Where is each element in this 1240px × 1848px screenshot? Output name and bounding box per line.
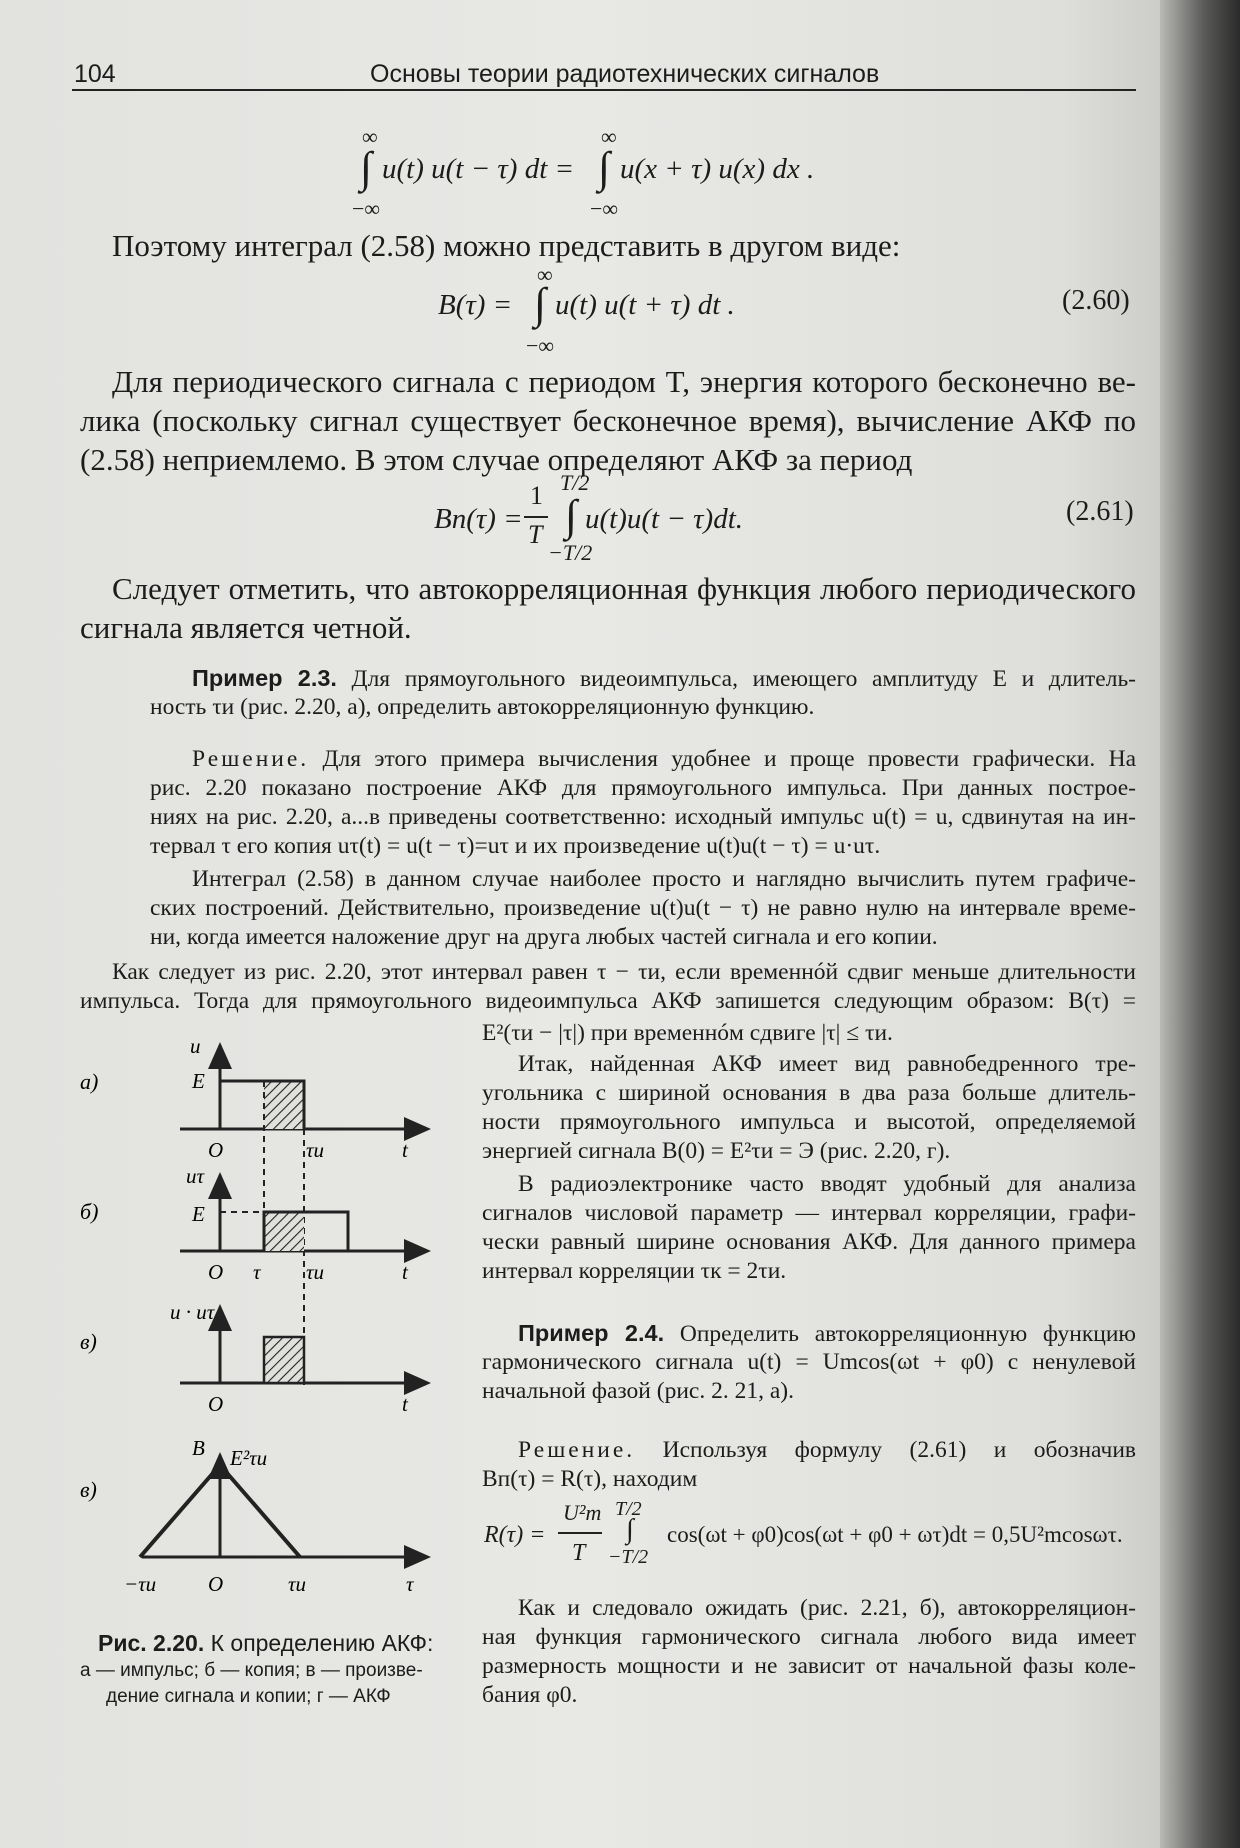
y-label: B [192,1436,205,1460]
running-title: Основы теории радиотехнических сигналов [370,60,880,88]
x-label: τи [306,1260,325,1284]
x-label: t [402,1138,408,1162]
panel-tag: в) [80,1329,97,1354]
panel-tag: б) [80,1199,99,1224]
paragraph-intro: Поэтому интеграл (2.58) можно представить в другом виде: [112,228,901,263]
x-label: O [208,1572,224,1596]
page-edge-shadow [1160,0,1240,1848]
x-label: τ [253,1260,261,1284]
x-label: τи [306,1138,325,1162]
x-label: τи [288,1572,307,1596]
panel-tag: а) [80,1069,99,1094]
x-label: O [208,1260,224,1284]
level-label: E [192,1069,205,1093]
level-label: E [192,1202,205,1226]
x-label: τ [406,1572,414,1596]
panel-tag: в) [80,1477,97,1502]
header-rule [72,89,1136,91]
panel-d-acf [80,1436,428,1596]
peak-label: E²τи [230,1446,268,1470]
x-label: O [208,1138,224,1162]
x-label: −τи [124,1572,157,1596]
panel-b-copy [80,1164,428,1284]
y-label: u · uτ [170,1300,215,1324]
x-label: t [402,1260,408,1284]
page-number: 104 [74,60,116,88]
x-label: O [208,1392,224,1416]
y-label: uτ [186,1164,205,1188]
panel-a-pulse [80,1034,428,1162]
y-label: u [190,1034,201,1058]
panel-c-product [80,1300,428,1416]
x-label: t [402,1392,408,1416]
